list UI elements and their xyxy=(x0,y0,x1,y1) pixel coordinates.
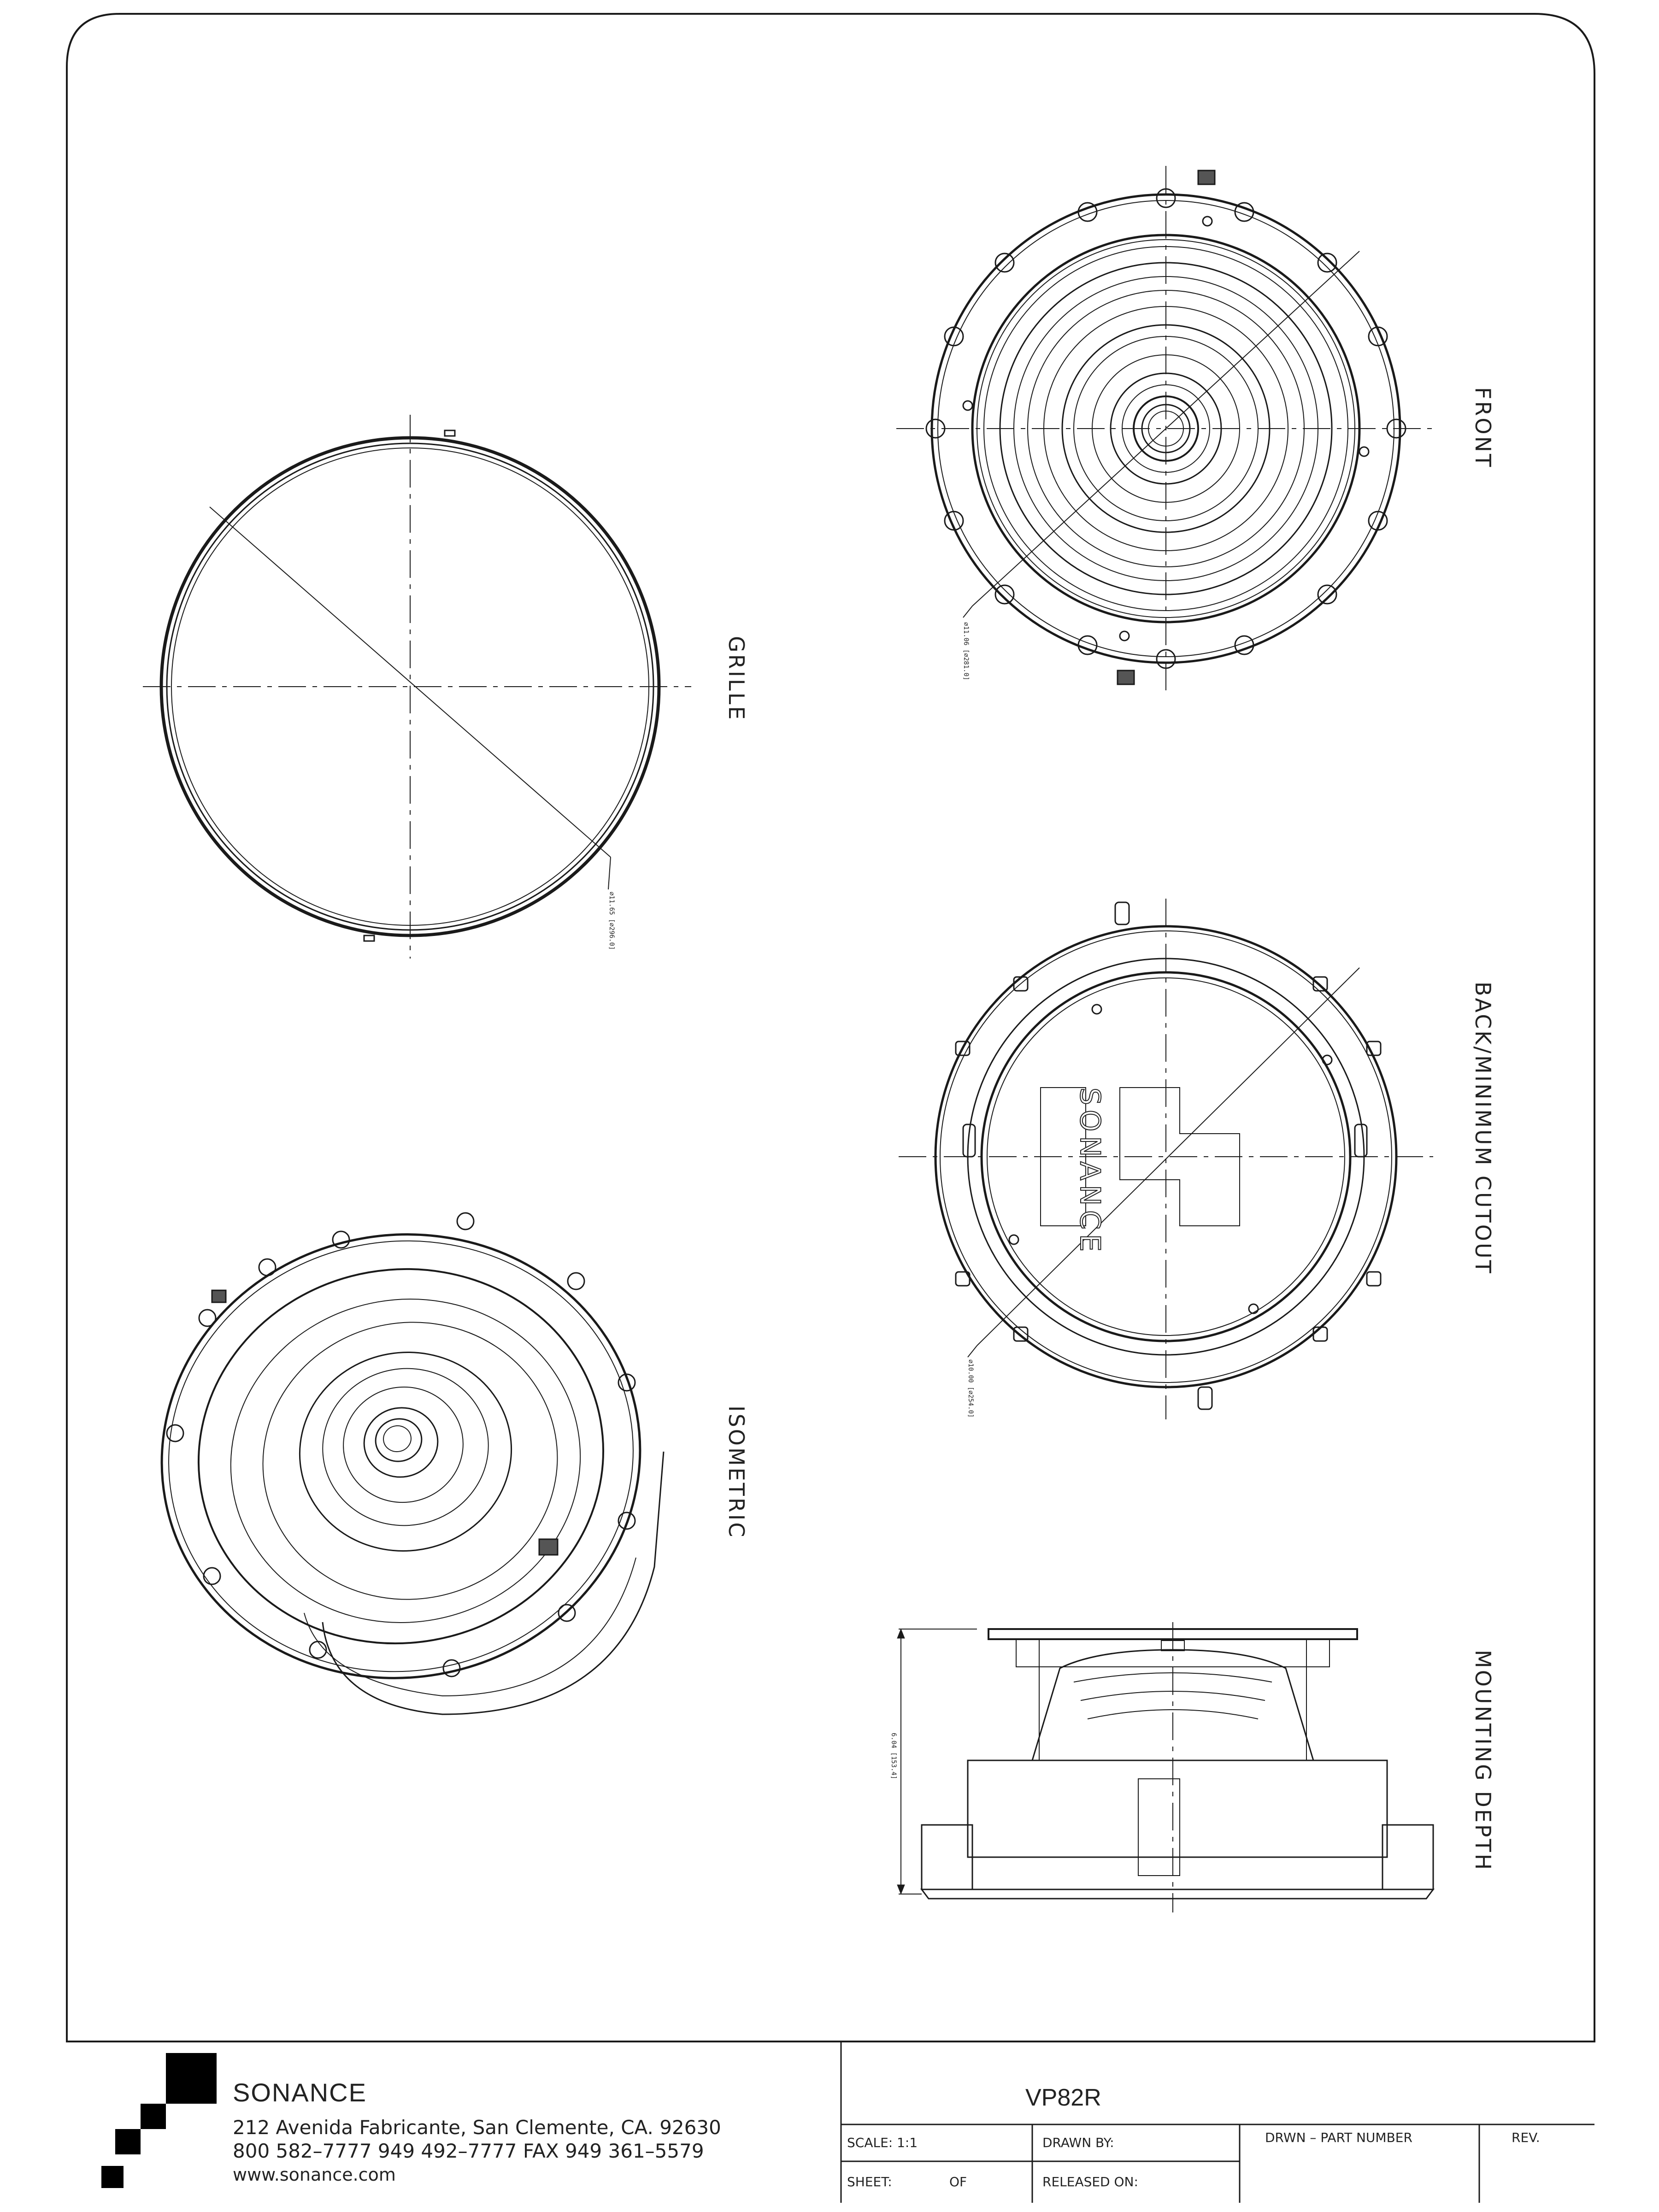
part-number-field: DRWN – PART NUMBER xyxy=(1265,2130,1412,2145)
front-view xyxy=(896,166,1433,691)
rev-field: REV. xyxy=(1512,2130,1540,2145)
scale-field: SCALE: 1:1 xyxy=(847,2135,918,2150)
dim-front-diameter: ⌀11.06 [⌀281.0] xyxy=(962,622,970,681)
dim-mounting-depth: 6.04 [153.4] xyxy=(890,1733,897,1780)
drawn-by-field: DRAWN BY: xyxy=(1042,2135,1114,2150)
company-address: 212 Avenida Fabricante, San Clemente, CA. 92630 xyxy=(233,2116,721,2139)
view-label-isometric: ISOMETRIC xyxy=(724,1406,749,1539)
back-sonance-mark: SONANCE xyxy=(1074,1088,1106,1256)
dim-cutout-diameter: ⌀10.00 [⌀254.0] xyxy=(967,1359,974,1418)
company-name: SONANCE xyxy=(233,2078,367,2107)
dim-grille-diameter: ⌀11.65 [⌀296.0] xyxy=(608,892,615,950)
view-label-grille: GRILLE xyxy=(724,636,749,722)
view-label-mounting: MOUNTING DEPTH xyxy=(1471,1650,1495,1872)
model-number: VP82R xyxy=(1025,2084,1101,2111)
sheet-field: SHEET: xyxy=(847,2174,892,2189)
view-label-back: BACK/MINIMUM CUTOUT xyxy=(1471,982,1495,1275)
sheet-of-field: OF xyxy=(949,2174,967,2189)
back-view xyxy=(899,899,1433,1419)
company-website: www.sonance.com xyxy=(233,2165,396,2185)
released-on-field: RELEASED ON: xyxy=(1042,2174,1138,2189)
isometric-view xyxy=(127,1197,676,1716)
company-phones: 800 582–7777 949 492–7777 FAX 949 361–5579 xyxy=(233,2140,704,2162)
mounting-depth-view xyxy=(897,1622,1433,1912)
view-label-front: FRONT xyxy=(1471,387,1495,469)
grille-view xyxy=(143,415,691,959)
